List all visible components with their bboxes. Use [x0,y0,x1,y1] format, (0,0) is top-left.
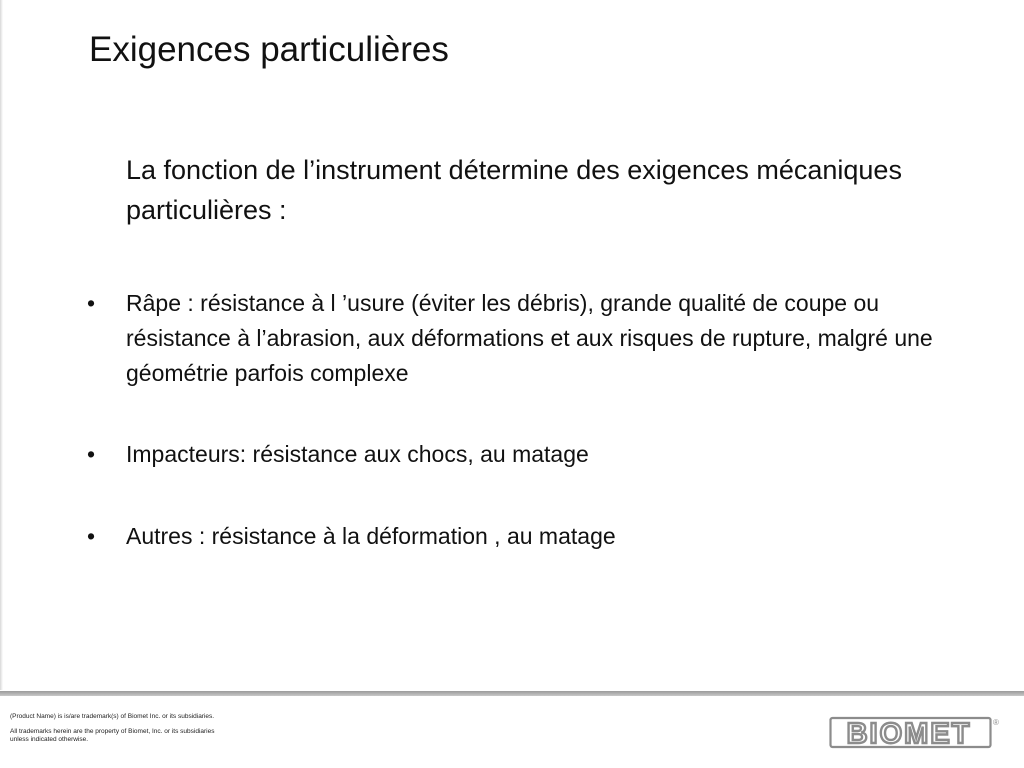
slide-intro-text: La fonction de l’instrument détermine des exigences mécaniques particulières : [126,155,902,225]
slide-title: Exigences particulières [89,30,449,69]
footer-divider [0,691,1024,696]
biomet-logo-wordmark: BIOMET [846,718,972,750]
footer-property-notice: All trademarks herein are the property of Biomet, Inc. or its subsidiaries unless indicated otherwise. [10,728,215,743]
bullet-dot-icon: • [87,523,96,549]
bullet-list [0,286,946,554]
footer-trademark-notice: (Product Name) is is/are trademark(s) of Biomet Inc. or its subsidiaries. [10,713,215,720]
bullet-text: Impacteurs: résistance aux chocs, au matage [126,441,589,467]
bullet-item-rape [0,286,946,391]
bullet-item-autres [0,519,946,554]
bullet-text: Autres : résistance à la déformation , au matage [126,523,616,549]
registered-mark-icon: ® [993,718,999,727]
biomet-logo [829,716,1001,750]
bullet-dot-icon: • [87,290,96,316]
bullet-text: Râpe : résistance à l ’usure (éviter les débris), grande qualité de coupe ou résistance à l’abrasion, aux déformations et aux risques de rupture, malgré une géométrie parfois complexe [126,290,933,386]
bullet-dot-icon: • [87,441,96,467]
bullet-item-impacteurs [0,437,946,472]
